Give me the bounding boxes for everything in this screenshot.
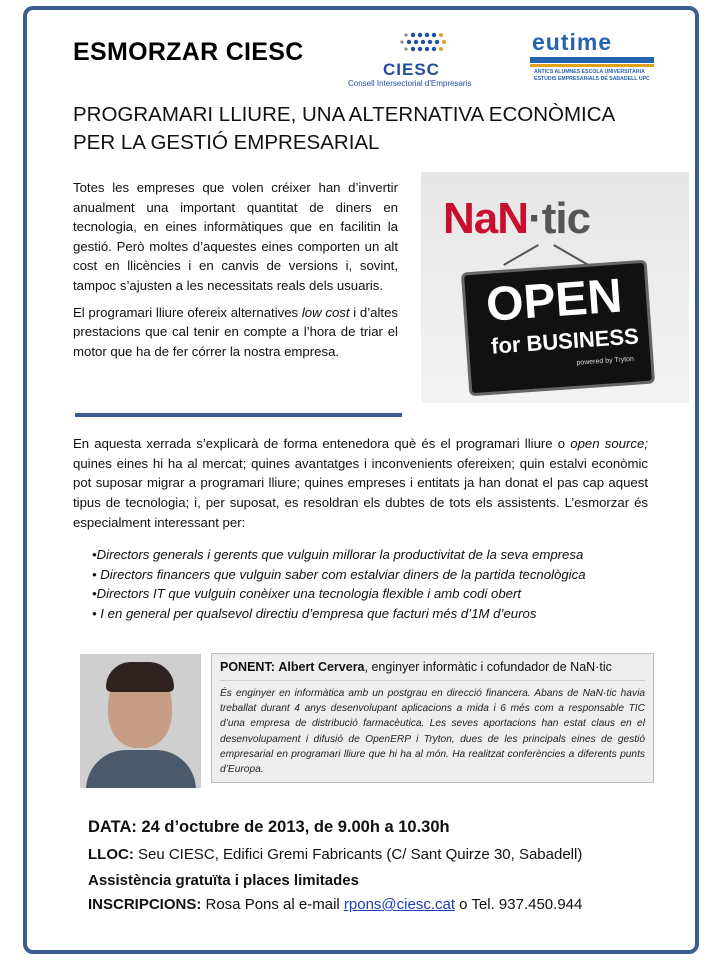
nantic-logo-nan: NaN	[443, 194, 529, 243]
audience-list	[92, 545, 662, 624]
subtitle-line1: PROGRAMARI LLIURE, UNA ALTERNATIVA ECONÒMICA	[73, 103, 616, 126]
eutime-logo-tagline	[534, 69, 654, 83]
ciesc-logo-tagline: Consell Intersectorial d'Empresaris	[348, 79, 472, 88]
list-item: •Directors IT que vulguin conèixer una tecnologia flexible i amb codi obert	[92, 586, 522, 602]
sign-wire-right	[553, 244, 589, 266]
event-date-label: DATA:	[88, 818, 137, 836]
eutime-logo-accent	[530, 64, 654, 67]
nantic-logo-tic: tic	[541, 194, 591, 243]
speaker-bio: És enginyer en informàtica amb un postgrau en direcció financera. Abans de NaN·tic havia treballat durant 4 anys desenvolupant aplicacions a mida i 6 més com a responsable TIC d’una empresa de distribució farmacèutica. Les seves aportacions han estat claus en el desenvolupament i difusió de OpenERP i Tryton, dues de les principals eines de gestió empresarial en programari lliure que hi ha al món. Ha realitzat conferències a diferents punts d’Europa.	[220, 688, 645, 776]
intro-p2-emphasis: low cost	[301, 304, 350, 320]
speaker-name: Albert Cervera	[278, 660, 365, 674]
event-place-value: Seu CIESC, Edifici Gremi Fabricants (C/ Sant Quirze 30, Sabadell)	[133, 846, 583, 863]
list-item: • Directors financers que vulguin saber com estalviar diners de la partida tecnològica	[92, 566, 586, 582]
open-sign-subtext: for BUSINESS	[490, 323, 640, 359]
section-divider	[75, 413, 402, 417]
eutime-logo-bar	[530, 57, 654, 63]
intro-paragraph-2	[73, 303, 398, 362]
eutime-tagline-line1: ANTICS ALUMNES ESCOLA UNIVERSITÀRIA	[534, 69, 645, 75]
ciesc-dots-icon	[393, 27, 473, 61]
registration-email-link[interactable]: rpons@ciesc.cat	[343, 896, 456, 913]
eutime-logo	[530, 29, 658, 87]
ciesc-logo-wordmark: CIESC	[383, 60, 440, 79]
intro-text	[73, 178, 398, 368]
event-subtitle	[73, 101, 673, 157]
nantic-logo	[443, 194, 590, 244]
speaker-rule	[220, 680, 645, 681]
intro-p2-end: i d’altes prestacions que cal tenir en compte a l’hora de triar el motor que ha de fer córrer la nostra empresa.	[73, 304, 398, 359]
speaker-label: PONENT:	[220, 660, 275, 674]
intro-paragraph-1: Totes les empreses que volen créixer han d’invertir anualment una important quantitat de diners en tecnologia, en eines informàtiques que en facilitin la gestió. Però moltes d’aquestes eines comporten un alt cost en llicències i en canvis de versions i, sovint, tampoc s’ajusten a les necessitats reals dels usuaris.	[73, 180, 398, 293]
speaker-photo-shirt	[86, 750, 196, 788]
list-item: •Directors generals i gerents que vulguin millorar la productivitat de la seva empresa	[92, 547, 584, 562]
event-date-value: 24 d’octubre de 2013, de 9.00h a 10.30h	[136, 818, 450, 836]
list-item: • I en general per qualsevol directiu d’empresa que facturi més d’1M d’euros	[92, 606, 537, 622]
speaker-photo	[80, 654, 201, 788]
registration-phone: o Tel. 937.450.944	[455, 896, 583, 913]
nantic-logo-dot: ·	[528, 194, 542, 243]
eutime-logo-wordmark: eutime	[532, 29, 613, 55]
intro-p2-start: El programari lliure ofereix alternatives	[73, 304, 302, 320]
sign-wire-left	[503, 244, 539, 266]
talk-description-end: quines eines hi ha al mercat; quines avantatges i inconvenients ofereixen; quin estalvi econòmic pot suposar migrar a programari lliure; quines empreses i entitats ja han donat el pas cap aquest tipus de tecnologia; i, per suposat, es resoldran els dubtes de tots els assistents. L’esmorzar és especialment interessant per:	[73, 455, 648, 530]
open-sign-text: OPEN	[484, 269, 624, 332]
talk-description	[73, 434, 648, 533]
open-sign-powered: powered by Tryton	[576, 355, 635, 367]
ciesc-logo	[345, 27, 505, 89]
speaker-heading	[220, 660, 645, 674]
subtitle-line2: PER LA GESTIÓ EMPRESARIAL	[73, 131, 380, 154]
eutime-tagline-line2: ESTUDIS EMPRESARIALS DE SABADELL UPC	[534, 76, 650, 82]
registration-label: INSCRIPCIONS:	[88, 896, 202, 913]
nantic-open-for-business-image	[421, 172, 689, 403]
event-free-text: Assistència gratuïta i places limitades	[88, 872, 359, 889]
event-free-admission	[88, 872, 359, 889]
open-sign	[461, 260, 655, 397]
speaker-role: , enginyer informàtic i cofundador de NaN·tic	[364, 660, 612, 674]
event-place	[88, 846, 582, 863]
speaker-photo-hair	[106, 662, 174, 692]
talk-description-emphasis: open source;	[570, 436, 648, 451]
event-registration	[88, 896, 582, 913]
talk-description-start: En aquesta xerrada s’explicarà de forma entenedora què és el programari lliure o	[73, 436, 571, 451]
page-title: ESMORZAR CIESC	[73, 38, 304, 66]
event-place-label: LLOC:	[88, 846, 134, 863]
registration-text: Rosa Pons al e-mail	[201, 896, 344, 913]
event-date	[88, 818, 450, 837]
speaker-box	[211, 653, 654, 783]
